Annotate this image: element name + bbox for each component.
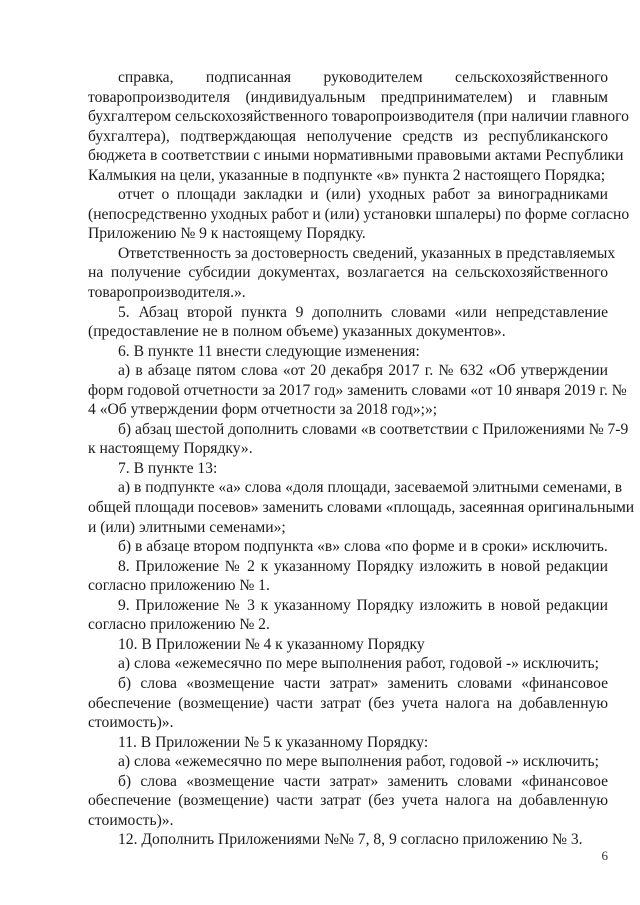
text-line: 7. В пункте 13:: [118, 459, 218, 477]
text-line: а) слова «ежемесячно по мере выполнения работ, годовой -» исключить;: [118, 753, 599, 771]
text-line: Калмыкия на цели, указанные в подпункте «в» пункта 2 настоящего Порядка;: [88, 166, 606, 184]
text-line: 6. В пункте 11 внести следующие изменения:: [118, 342, 420, 360]
text-line: (непосредственно уходных работ и (или) установки шпалеры) по форме согласно: [88, 205, 630, 223]
text-line: обеспечение (возмещение) части затрат (без учета налога на добавленную: [88, 792, 608, 810]
text-line: общей площади посевов» заменить словами «площадь, засеянная оригинальными: [88, 499, 635, 517]
text-line: согласно приложению № 1.: [88, 577, 270, 595]
text-line: а) в абзаце пятом слова «от 20 декабря 2017 г. № 632 «Об утверждении: [118, 362, 608, 380]
text-line: на получение субсидии документах, возлагается на сельскохозяйственного: [88, 264, 608, 282]
text-line: отчет о площади закладки и (или) уходных работ за виноградниками: [118, 186, 608, 204]
text-line: бухгалтера), подтверждающая неполучение средств из республиканского: [88, 127, 608, 145]
text-line: б) слова «возмещение части затрат» заменить словами «финансовое: [118, 772, 608, 790]
text-line: справка, подписанная руководителем сельскохозяйственного: [118, 69, 608, 86]
text-line: а) в подпункте «а» слова «доля площади, засеваемой элитными семенами, в: [118, 479, 623, 497]
text-line: товаропроизводителя.».: [88, 284, 246, 302]
text-line: 5. Абзац второй пункта 9 дополнить словами «или непредставление: [118, 303, 608, 321]
text-line: бюджета в соответствии с иными нормативными правовыми актами Республики: [88, 147, 624, 165]
text-line: обеспечение (возмещение) части затрат (без учета налога на добавленную: [88, 694, 608, 712]
text-line: а) слова «ежемесячно по мере выполнения работ, годовой -» исключить;: [118, 655, 599, 673]
text-line: форм годовой отчетности за 2017 год» заменить словами «от 10 января 2019 г. №: [88, 381, 627, 399]
text-line: стоимость)».: [88, 714, 174, 732]
text-line: 12. Дополнить Приложениями №№ 7, 8, 9 согласно приложению № 3.: [118, 831, 583, 849]
text-line: (предоставление не в полном объеме) указанных документов».: [88, 323, 506, 341]
text-line: согласно приложению № 2.: [88, 616, 270, 634]
text-line: б) слова «возмещение части затрат» заменить словами «финансовое: [118, 674, 608, 692]
text-line: 8. Приложение № 2 к указанному Порядку изложить в новой редакции: [118, 557, 608, 575]
text-line: и (или) элитными семенами»;: [88, 518, 286, 536]
text-line: 4 «Об утверждении форм отчетности за 2018 год»;»;: [88, 401, 438, 419]
text-line: 9. Приложение № 3 к указанному Порядку изложить в новой редакции: [118, 596, 608, 614]
document-body: [88, 68, 635, 850]
text-line: бухгалтером сельскохозяйственного товаропроизводителя (при наличии главного: [88, 108, 629, 126]
text-line: б) абзац шестой дополнить словами «в соответствии с Приложениями № 7-9: [118, 420, 629, 438]
text-line: Приложению № 9 к настоящему Порядку.: [88, 225, 366, 243]
text-line: 11. В Приложении № 5 к указанному Порядку:: [118, 733, 429, 751]
text-line: товаропроизводителя (индивидуальным предпринимателем) и главным: [88, 88, 608, 106]
text-line: к настоящему Порядку».: [88, 440, 253, 458]
page-number: 6: [601, 848, 608, 863]
text-line: б) в абзаце втором подпункта «в» слова «по форме и в сроки» исключить.: [118, 538, 608, 556]
text-line: 10. В Приложении № 4 к указанному Порядку: [118, 635, 425, 653]
text-line: стоимость)».: [88, 811, 174, 829]
text-line: Ответственность за достоверность сведений, указанных в представляемых: [118, 244, 616, 262]
